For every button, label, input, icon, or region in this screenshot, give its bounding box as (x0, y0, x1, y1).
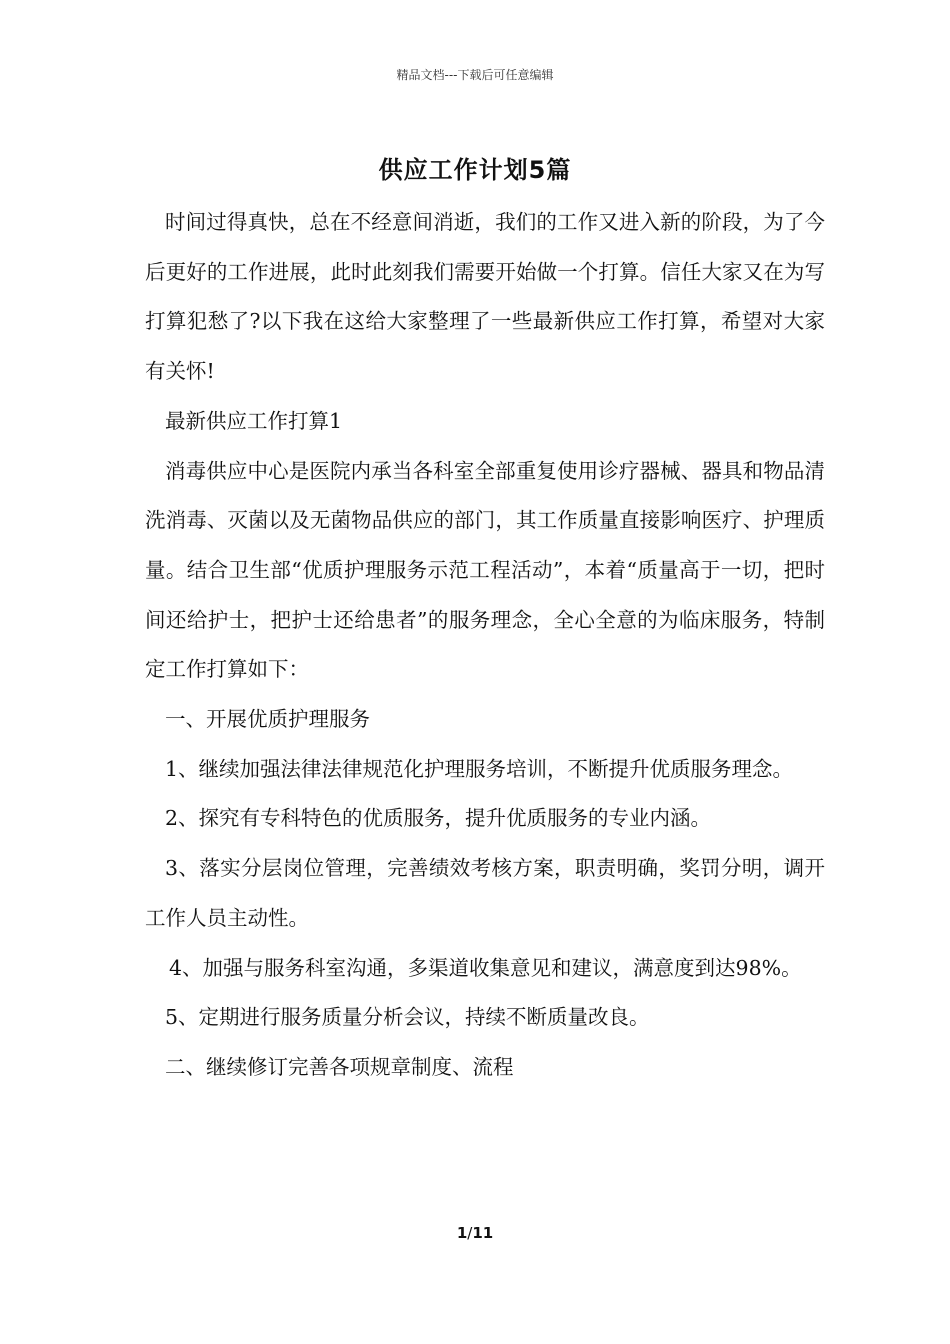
current-page: 1 (456, 1224, 468, 1242)
body-paragraph: 消毒供应中心是医院内承当各科室全部重复使用诊疗器械、器具和物品清洗消毒、灭菌以及无菌物品供应的部门，其工作质量直接影响医疗、护理质量。结合卫生部“优质护理服务示范工程活动”，本着“质量高于一切，把时间还给护士，把护士还给患者”的服务理念，全心全意的为临床服务，特制定工作打算如下： (145, 458, 825, 682)
total-pages: 11 (472, 1224, 494, 1242)
document-title: 供应工作计划5篇 (378, 156, 572, 184)
list-item-5: 5、定期进行服务质量分析会议，持续不断质量改良。 (165, 1005, 650, 1030)
intro-paragraph: 时间过得真快，总在不经意间消逝，我们的工作又进入新的阶段，为了今后更好的工作进展，此时此刻我们需要开始做一个打算。信任大家又在为写打算犯愁了?以下我在这给大家整理了一些最新供应工作打算，希望对大家有关怀! (145, 210, 825, 384)
list-item-1: 1、继续加强法律法律规范化护理服务培训，不断提升优质服务理念。 (165, 756, 794, 781)
list-item-4: 4、加强与服务科室沟通，多渠道收集意见和建议，满意度到达98%。 (169, 955, 802, 980)
page-number (0, 1224, 950, 1242)
section-heading-plan-1: 最新供应工作打算1 (165, 408, 343, 433)
document-body (145, 198, 825, 1093)
section-heading-1: 一、开展优质护理服务 (165, 707, 370, 732)
page-separator: / (467, 1224, 473, 1242)
list-item-3: 3、落实分层岗位管理，完善绩效考核方案，职责明确，奖罚分明，调开工作人员主动性。 (145, 856, 825, 930)
list-item-2: 2、探究有专科特色的优质服务，提升优质服务的专业内涵。 (165, 806, 712, 831)
section-heading-2: 二、继续修订完善各项规章制度、流程 (165, 1054, 514, 1079)
page-header: 精品文档---下载后可任意编辑 (396, 68, 554, 82)
